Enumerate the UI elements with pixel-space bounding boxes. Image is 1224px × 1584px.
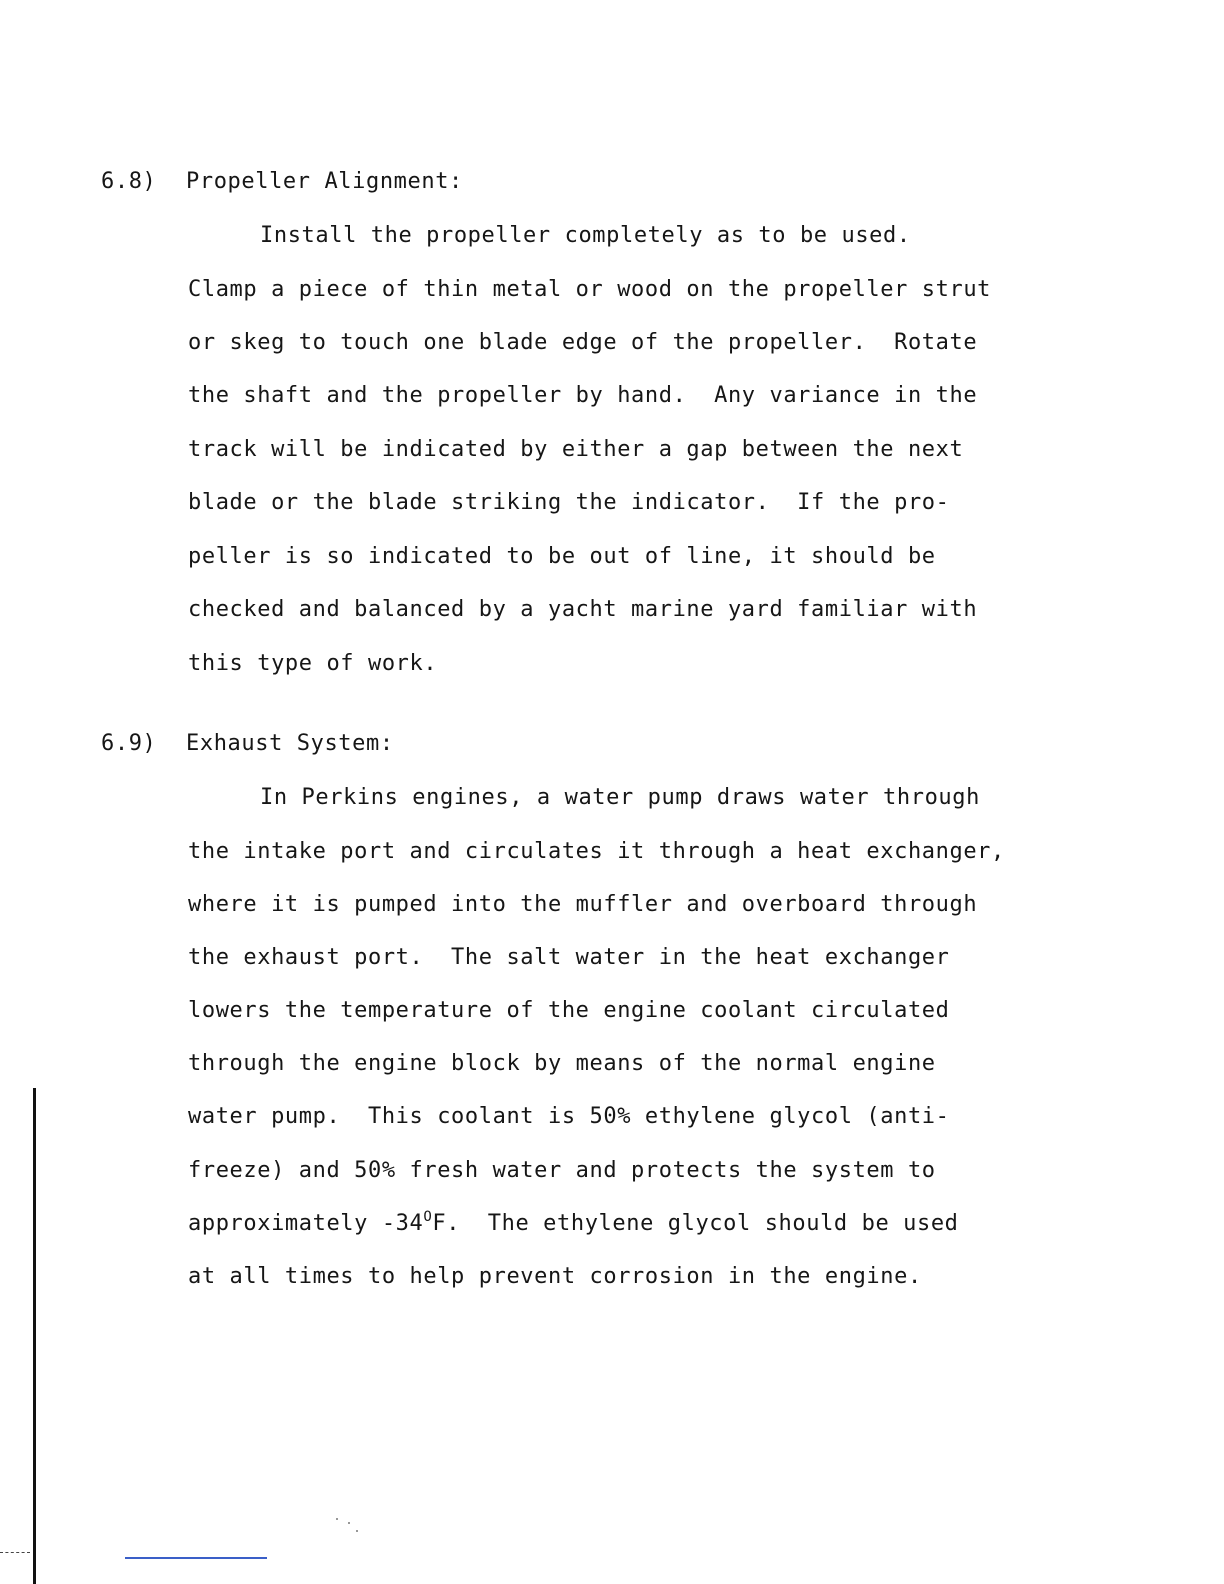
paragraph-line: peller is so indicated to be out of line, it should be (188, 544, 936, 569)
scan-speck (348, 1522, 350, 1524)
paragraph-line: In Perkins engines, a water pump draws water through (260, 785, 980, 810)
paragraph-line: this type of work. (188, 651, 438, 676)
paragraph-line: the intake port and circulates it through a heat exchanger, (188, 839, 1005, 864)
paragraph-line: water pump. This coolant is 50% ethylene glycol (anti- (188, 1104, 950, 1129)
section-number: 6.9) (101, 731, 157, 756)
margin-tick-mark (0, 1552, 30, 1554)
section-number: 6.8) (101, 169, 157, 194)
paragraph-line: Install the propeller completely as to be used. (260, 223, 911, 248)
paragraph-line: at all times to help prevent corrosion in the engine. (188, 1264, 922, 1289)
section-title: Exhaust System: (186, 731, 394, 756)
degree-superscript: O (423, 1209, 433, 1225)
paragraph-line: where it is pumped into the muffler and overboard through (188, 892, 978, 917)
paragraph-line: checked and balanced by a yacht marine yard familiar with (188, 597, 978, 622)
paragraph-line: blade or the blade striking the indicator. If the pro- (188, 490, 950, 515)
paragraph-line: track will be indicated by either a gap between the next (188, 437, 964, 462)
margin-change-bar (33, 1088, 36, 1584)
temperature-text-after: F. The ethylene glycol should be used (432, 1211, 959, 1236)
paragraph-line: Clamp a piece of thin metal or wood on the propeller strut (188, 277, 992, 302)
paragraph-line: the shaft and the propeller by hand. Any variance in the (188, 383, 978, 408)
paragraph-line: lowers the temperature of the engine coolant circulated (188, 998, 950, 1023)
temperature-line (188, 1210, 959, 1240)
section-title: Propeller Alignment: (186, 169, 463, 194)
scan-speck (356, 1530, 358, 1532)
scan-speck (336, 1518, 338, 1520)
temperature-text-before: approximately -34 (188, 1211, 424, 1236)
paragraph-line: freeze) and 50% fresh water and protects the system to (188, 1158, 936, 1183)
paragraph-line: or skeg to touch one blade edge of the propeller. Rotate (188, 330, 978, 355)
paragraph-line: the exhaust port. The salt water in the heat exchanger (188, 945, 950, 970)
footer-rule (125, 1557, 267, 1559)
paragraph-line: through the engine block by means of the normal engine (188, 1051, 936, 1076)
